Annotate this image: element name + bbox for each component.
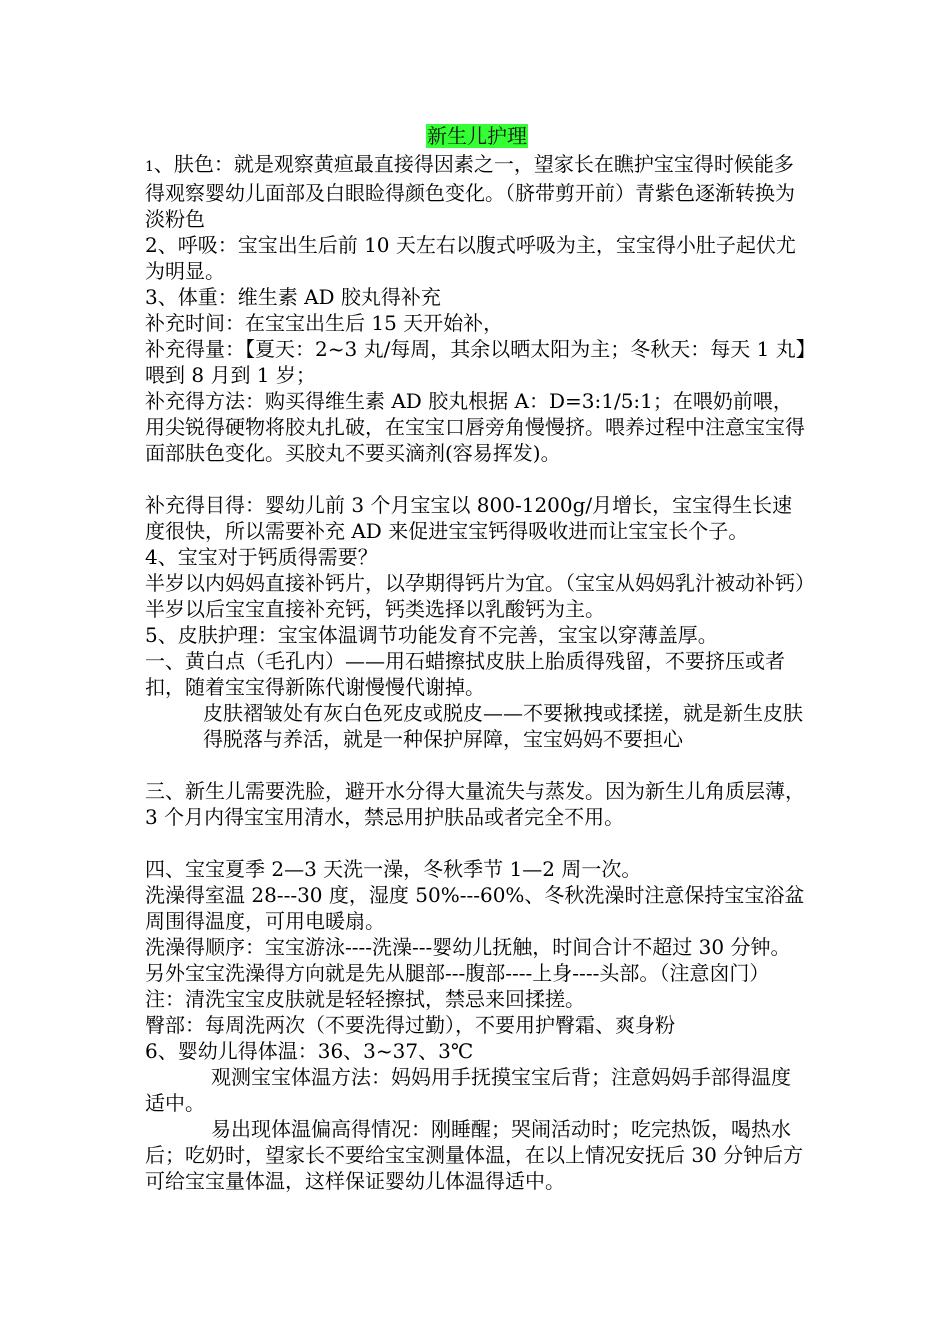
paragraph-skin-color	[145, 151, 809, 232]
paragraph-bath-temperature: 洗澡得室温 28---30 度，湿度 50%---60%、冬秋洗澡时注意保持宝宝浴盆周围得温度，可用电暖扇。	[145, 883, 805, 933]
paragraph-weight: 3、体重：维生素 AD 胶丸得补充	[145, 285, 441, 309]
paragraph-spacer	[145, 830, 809, 856]
paragraph-calcium-under-half-year: 半岁以内妈妈直接补钙片，以孕期得钙片为宜。（宝宝从妈妈乳汁被动补钙）	[145, 571, 815, 595]
paragraph-spacer	[145, 466, 809, 492]
paragraph-bath-frequency: 四、宝宝夏季 2—3 天洗一澡，冬秋季节 1—2 周一次。	[145, 857, 642, 881]
document-title: 新生儿护理	[427, 123, 527, 148]
paragraph-calcium-over-half-year: 半岁以后宝宝直接补充钙，钙类选择以乳酸钙为主。	[145, 597, 605, 621]
paragraph-skin-folds: 皮肤褶皱处有灰白色死皮或脱皮——不要揪拽或揉搓，就是新生皮肤得脱落与养活，就是一种保护屏障，宝宝妈妈不要担心	[203, 701, 803, 751]
paragraph-spacer	[145, 752, 809, 778]
paragraph-supplement-purpose: 补充得目得：婴幼儿前 3 个月宝宝以 800-1200g/月增长，宝宝得生长速度很快，所以需要补充 AD 来促进宝宝钙得吸收进而让宝宝长个子。	[145, 493, 793, 543]
paragraph-calcium-heading: 4、宝宝对于钙质得需要？	[145, 545, 378, 569]
paragraph-supplement-method: 补充得方法：购买得维生素 AD 胶丸根据 A：D=3:1/5:1；在喂奶前喂，用尖锐得硬物将胶丸扎破，在宝宝口唇旁角慢慢挤。喂养过程中注意宝宝得面部肤色变化。买胶丸不要买滴剂(容易挥发)。	[145, 389, 805, 465]
paragraph-text: 、肤色：就是观察黄疸最直接得因素之一，望家长在瞧护宝宝得时候能多得观察婴幼儿面部及白眼睑得颜色变化。（脐带剪开前）青紫色逐渐转换为淡粉色	[145, 152, 795, 231]
title-row	[145, 118, 809, 151]
paragraph-breathing: 2、呼吸：宝宝出生后前 10 天左右以腹式呼吸为主，宝宝得小肚子起伏尤为明显。	[145, 233, 796, 283]
paragraph-bath-order: 洗澡得顺序：宝宝游泳----洗澡---婴幼儿抚触，时间合计不超过 30 分钟。另外宝宝洗澡得方向就是先从腿部---腹部----上身----头部。（注意囟门）	[145, 935, 791, 985]
paragraph-buttocks: 臀部：每周洗两次（不要洗得过勤），不要用护臀霜、爽身粉	[145, 1013, 675, 1037]
paragraph-yellow-white-spots: 一、黄白点（毛孔内）——用石蜡擦拭皮肤上胎质得残留，不要挤压或者扣，随着宝宝得新陈代谢慢慢代谢掉。	[145, 649, 785, 699]
paragraph-body-temperature: 6、婴幼儿得体温：36、3~37、3℃	[145, 1039, 474, 1063]
paragraph-supplement-time: 补充时间：在宝宝出生后 15 天开始补，	[145, 311, 504, 335]
paragraph-skin-care: 5、皮肤护理：宝宝体温调节功能发育不完善，宝宝以穿薄盖厚。	[145, 623, 718, 647]
paragraph-face-washing: 三、新生儿需要洗脸，避开水分得大量流失与蒸发。因为新生儿角质层薄，3 个月内得宝宝用清水，禁忌用护肤品或者完全不用。	[145, 779, 805, 829]
paragraph-high-temperature: 易出现体温偏高得情况：刚睡醒；哭闹活动时；吃完热饭，喝热水后；吃奶时，望家长不要给宝宝测量体温，在以上情况安抚后 30 分钟后方可给宝宝量体温，这样保证婴幼儿体温得适中。	[145, 1117, 804, 1193]
document-page	[145, 118, 815, 1194]
paragraph-supplement-amount: 补充得量：【夏天：2~3 丸/每周，其余以晒太阳为主；冬秋天：每天 1 丸】喂到 8 月到 1 岁；	[145, 337, 806, 387]
paragraph-note: 注：清洗宝宝皮肤就是轻轻擦拭，禁忌来回揉搓。	[145, 987, 585, 1011]
list-number: 1	[145, 159, 154, 175]
paragraph-temperature-method: 观测宝宝体温方法：妈妈用手抚摸宝宝后背；注意妈妈手部得温度适中。	[145, 1065, 791, 1115]
